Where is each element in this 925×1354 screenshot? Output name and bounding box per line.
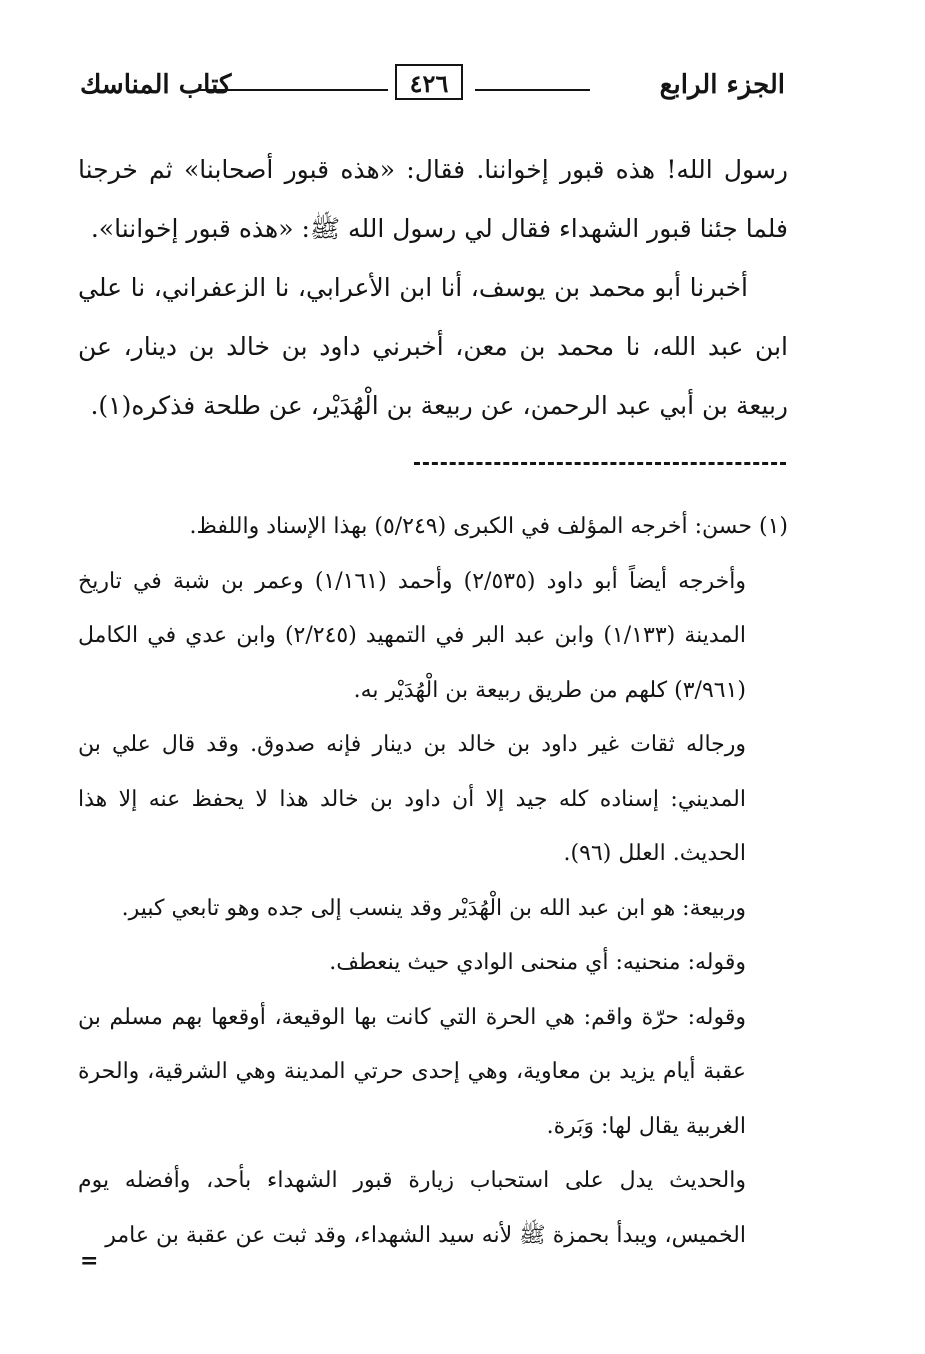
page-header <box>80 56 785 106</box>
main-paragraph: أخبرنا أبو محمد بن يوسف، أنا ابن الأعرابي، نا الزعفراني، نا علي ابن عبد الله، نا محمد بن معن، أخبرني داود بن خالد بن دينار، عن ربيعة بن أبي عبد الرحمن، عن ربيعة بن الْهُدَيْر، عن طلحة فذكره(١). <box>78 273 788 420</box>
book-title: كتاب المناسك <box>80 70 232 100</box>
footnote-item: وقوله: حرّة واقم: هي الحرة التي كانت بها الوقيعة، أوقعها بهم مسلم بن عقبة أيام يزيد بن معاوية، وهي إحدى حرتي المدينة وهي الشرقية، والحرة الغربية يقال لها: وَبَرة. <box>78 1004 746 1139</box>
footnote-item: وقوله: منحنيه: أي منحنى الوادي حيث ينعطف. <box>329 950 746 975</box>
footnote-item: ورجاله ثقات غير داود بن خالد بن دينار فإنه صدوق. وقد قال علي بن المديني: إسناده كله جيد إلا أن داود بن خالد هذا لا يحفظ عنه إلا هذا الحديث. العلل (٩٦). <box>78 732 746 866</box>
main-text <box>78 140 788 435</box>
main-paragraph: رسول الله! هذه قبور إخواننا. فقال: «هذه قبور أصحابنا» ثم خرجنا فلما جئنا قبور الشهداء فقال لي رسول الله ﷺ: «هذه قبور إخواننا». <box>78 155 788 243</box>
header-rule-right <box>475 89 590 91</box>
footnote-item: والحديث يدل على استحباب زيارة قبور الشهداء بأحد، وأفضله يوم الخميس، ويبدأ بحمزة ﷺ لأنه سيد الشهداء، وقد ثبت عن عقبة بن عامر <box>78 1168 746 1248</box>
volume-title: الجزء الرابع <box>659 70 785 100</box>
page-number: ٤٢٦ <box>395 64 463 100</box>
footnote-item: وأخرجه أيضاً أبو داود (٢/٥٣٥) وأحمد (١/١٦١) وعمر بن شبة في تاريخ المدينة (١/١٣٣) وابن عبد البر في التمهيد (٢/٢٤٥) وابن عدي في الكامل (٣/٩٦١) كلهم من طريق ربيعة بن الْهُدَيْر به. <box>78 568 747 703</box>
footnote-item: وربيعة: هو ابن عبد الله بن الْهُدَيْر وقد ينسب إلى جده وهو تابعي كبير. <box>121 895 746 921</box>
footnote-separator <box>414 462 786 465</box>
footnote-item: (١) حسن: أخرجه المؤلف في الكبرى (٥/٢٤٩) بهذا الإسناد واللفظ. <box>189 514 788 539</box>
continuation-mark: = <box>80 1248 99 1274</box>
footnotes <box>78 500 788 1263</box>
